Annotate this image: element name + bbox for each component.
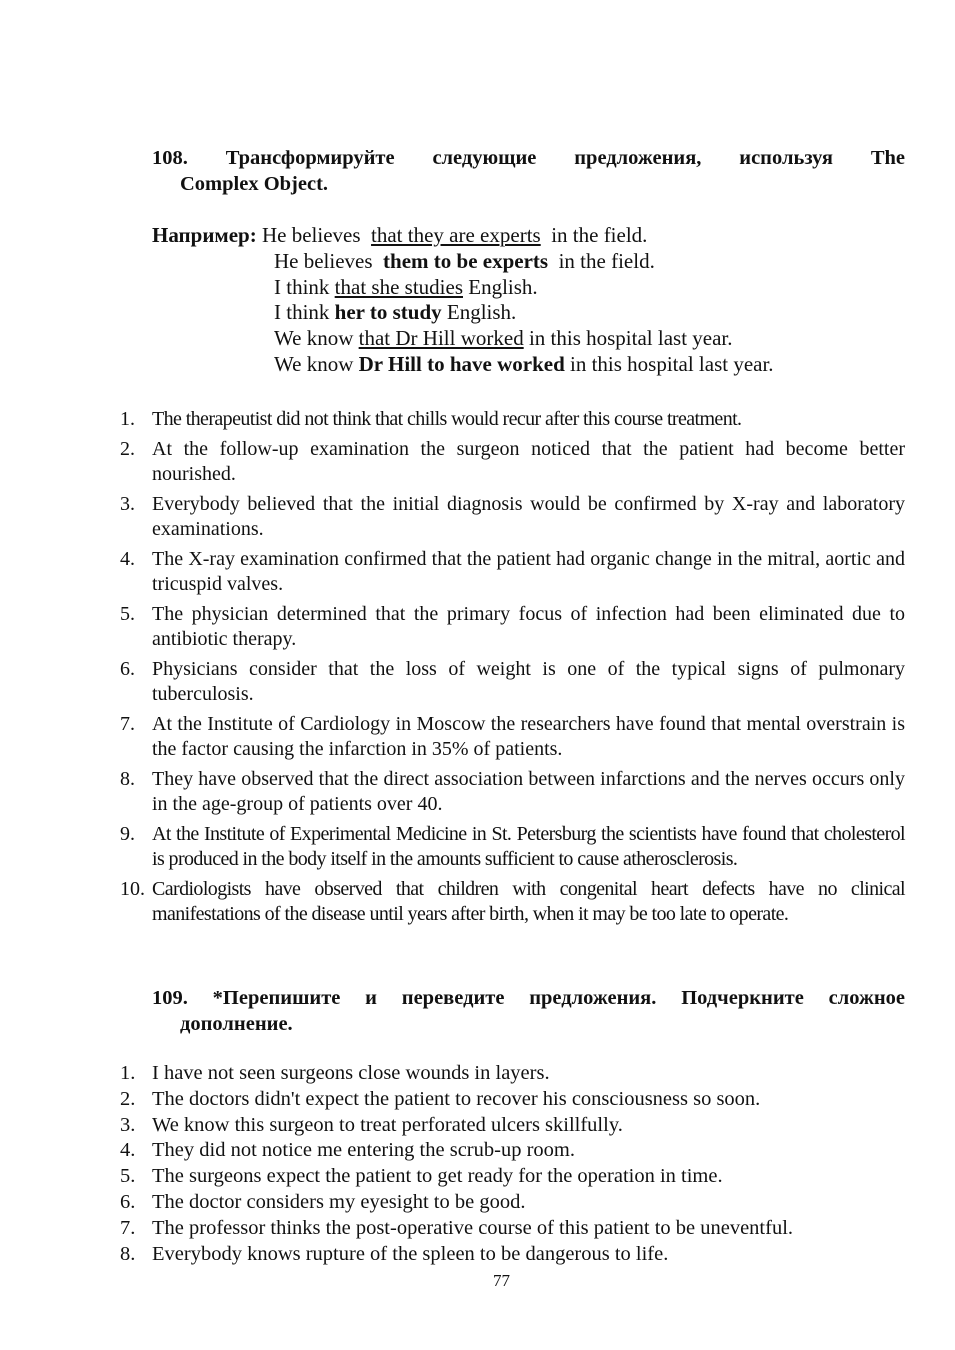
list-item: 5. The physician determined that the primary focus of infection had been eliminated due to antibiotic therapy.	[120, 602, 905, 650]
example-line: I think her to study English.	[274, 300, 517, 324]
example-underlined-clause: that she studies	[334, 275, 463, 299]
list-item: 2. At the follow-up examination the surgeon noticed that the patient had become better nourished.	[120, 437, 905, 485]
list-item: 10. Cardiologists have observed that children with congenital heart defects have no clinical manifestations of the disease until years after birth, when it may be too late to operate.	[120, 877, 905, 925]
exercise-108-heading: 108. Трансформируйте следующие предложения, используя The	[152, 147, 905, 169]
example-underlined-clause: that Dr Hill worked	[358, 326, 524, 350]
example-line: I think that she studies English.	[274, 275, 538, 299]
list-item: 9. At the Institute of Experimental Medicine in St. Petersburg the scientists have found that cholesterol is produced in the body itself in the amounts sufficient to cause atherosclerosis.	[120, 822, 905, 870]
list-item: 1. I have not seen surgeons close wounds in layers.	[120, 1062, 550, 1084]
exercise-109-heading-continued: дополнение.	[180, 1013, 293, 1035]
example-line: He believes them to be experts in the field.	[274, 249, 655, 273]
example-complex-object: her to study	[334, 300, 442, 324]
list-item: 6. The doctor considers my eyesight to be good.	[120, 1190, 526, 1213]
example-label: Например:	[152, 223, 257, 247]
list-item: 3. We know this surgeon to treat perforated ulcers skillfully.	[120, 1113, 623, 1136]
list-item: 6. Physicians consider that the loss of weight is one of the typical signs of pulmonary tuberculosis.	[120, 657, 905, 705]
example-complex-object: Dr Hill to have worked	[358, 352, 565, 376]
exercise-108-heading-continued: Complex Object.	[180, 173, 329, 195]
list-item: 4. The X-ray examination confirmed that the patient had organic change in the mitral, aortic and tricuspid valves.	[120, 547, 905, 595]
list-item: 1. The therapeutist did not think that chills would recur after this course treatment.	[120, 408, 742, 430]
list-item: 8. Everybody knows rupture of the spleen to be dangerous to life.	[120, 1242, 669, 1265]
example-complex-object: them to be experts	[383, 249, 549, 273]
list-item: 2. The doctors didn't expect the patient to recover his consciousness so soon.	[120, 1087, 761, 1110]
list-item: 3. Everybody believed that the initial diagnosis would be confirmed by X-ray and laboratory examinations.	[120, 492, 905, 540]
example-underlined-clause: that they are experts	[371, 223, 541, 247]
list-item: 4. They did not notice me entering the scrub-up room.	[120, 1139, 575, 1162]
list-item: 8. They have observed that the direct association between infarctions and the nerves occurs only in the age-group of patients over 40.	[120, 767, 905, 815]
exercise-108-list	[120, 407, 905, 928]
example-line: We know that Dr Hill worked in this hospital last year.	[274, 326, 733, 350]
exercise-109-list	[120, 1061, 905, 1267]
example-line: We know Dr Hill to have worked in this hospital last year.	[274, 352, 774, 376]
page-number: 77	[493, 1271, 510, 1290]
list-item: 7. At the Institute of Cardiology in Moscow the researchers have found that mental overstrain is the factor causing the infarction in 35% of patients.	[120, 712, 905, 760]
list-item: 5. The surgeons expect the patient to get ready for the operation in time.	[120, 1165, 723, 1188]
exercise-109-heading: 109. *Перепишите и переведите предложения. Подчеркните сложное	[152, 987, 905, 1009]
example-line: Например: He believes that they are experts in the field.	[152, 223, 648, 247]
list-item: 7. The professor thinks the post-operative course of this patient to be uneventful.	[120, 1216, 794, 1239]
